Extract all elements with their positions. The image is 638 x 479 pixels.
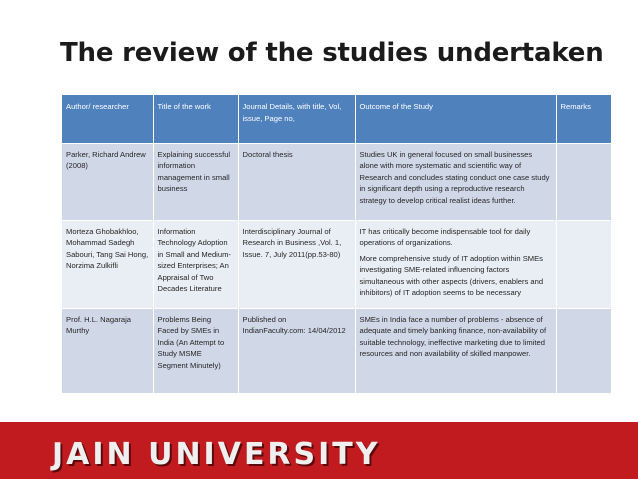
cell-outcome — [355, 143, 556, 220]
cell-remarks — [556, 220, 611, 308]
slide-title: The review of the studies undertaken — [60, 38, 604, 68]
cell-author: Parker, Richard Andrew (2008) — [62, 143, 153, 220]
header-remarks: Remarks — [556, 95, 611, 143]
review-table — [62, 95, 611, 393]
header-author: Author/ researcher — [62, 95, 153, 143]
cell-remarks — [556, 308, 611, 393]
cell-journal: Doctoral thesis — [238, 143, 355, 220]
cell-journal: Published on IndianFaculty.com: 14/04/2012 — [238, 308, 355, 393]
header-outcome: Outcome of the Study — [355, 95, 556, 143]
table-header-row — [62, 95, 611, 143]
outcome-paragraph: SMEs in India face a number of problems - absence of adequate and timely banking finance, non-availability of suitable technology, ineffective marketing due to limited resources and non availability of skilled manpower. — [359, 314, 547, 358]
cell-title: Information Technology Adoption in Small and Medium-sized Enterprises; An Appraisal of Two Decades Literature — [153, 220, 238, 308]
cell-title: Explaining successful information management in small business — [153, 143, 238, 220]
cell-author: Morteza Ghobakhloo, Mohammad Sadegh Sabouri, Tang Sai Hong, Norzima Zulkifli — [62, 220, 153, 308]
cell-journal: Interdisciplinary Journal of Research in Business ,Vol. 1, Issue. 7, July 2011(pp.53-80) — [238, 220, 355, 308]
outcome-paragraph: More comprehensive study of IT adoption within SMEs investigating SME-related influencing factors simultaneous with other aspects (drivers, enablers and inhibitors) of IT adoption seems to be necessary — [359, 253, 544, 297]
cell-title: Problems Being Faced by SMEs in India (An Attempt to Study MSME Segment Minutely) — [153, 308, 238, 393]
table-row — [62, 308, 611, 393]
table-row — [62, 143, 611, 220]
cell-outcome — [355, 220, 556, 308]
cell-author: Prof. H.L. Nagaraja Murthy — [62, 308, 153, 393]
header-title: Title of the work — [153, 95, 238, 143]
cell-remarks — [556, 143, 611, 220]
outcome-paragraph: IT has critically become indispensable tool for daily operations of organizations. — [359, 226, 531, 247]
footer-brand: JAIN UNIVERSITY — [52, 437, 381, 472]
table-row — [62, 220, 611, 308]
outcome-paragraph: Studies UK in general focused on small businesses alone with more systematic and scientific way of Research and concludes stating conduct one case study in significant depth using a reproductive research strategy to develop critical realist ideas further. — [359, 149, 550, 205]
header-journal: Journal Details, with title, Vol, issue, Page no, — [238, 95, 355, 143]
cell-outcome — [355, 308, 556, 393]
